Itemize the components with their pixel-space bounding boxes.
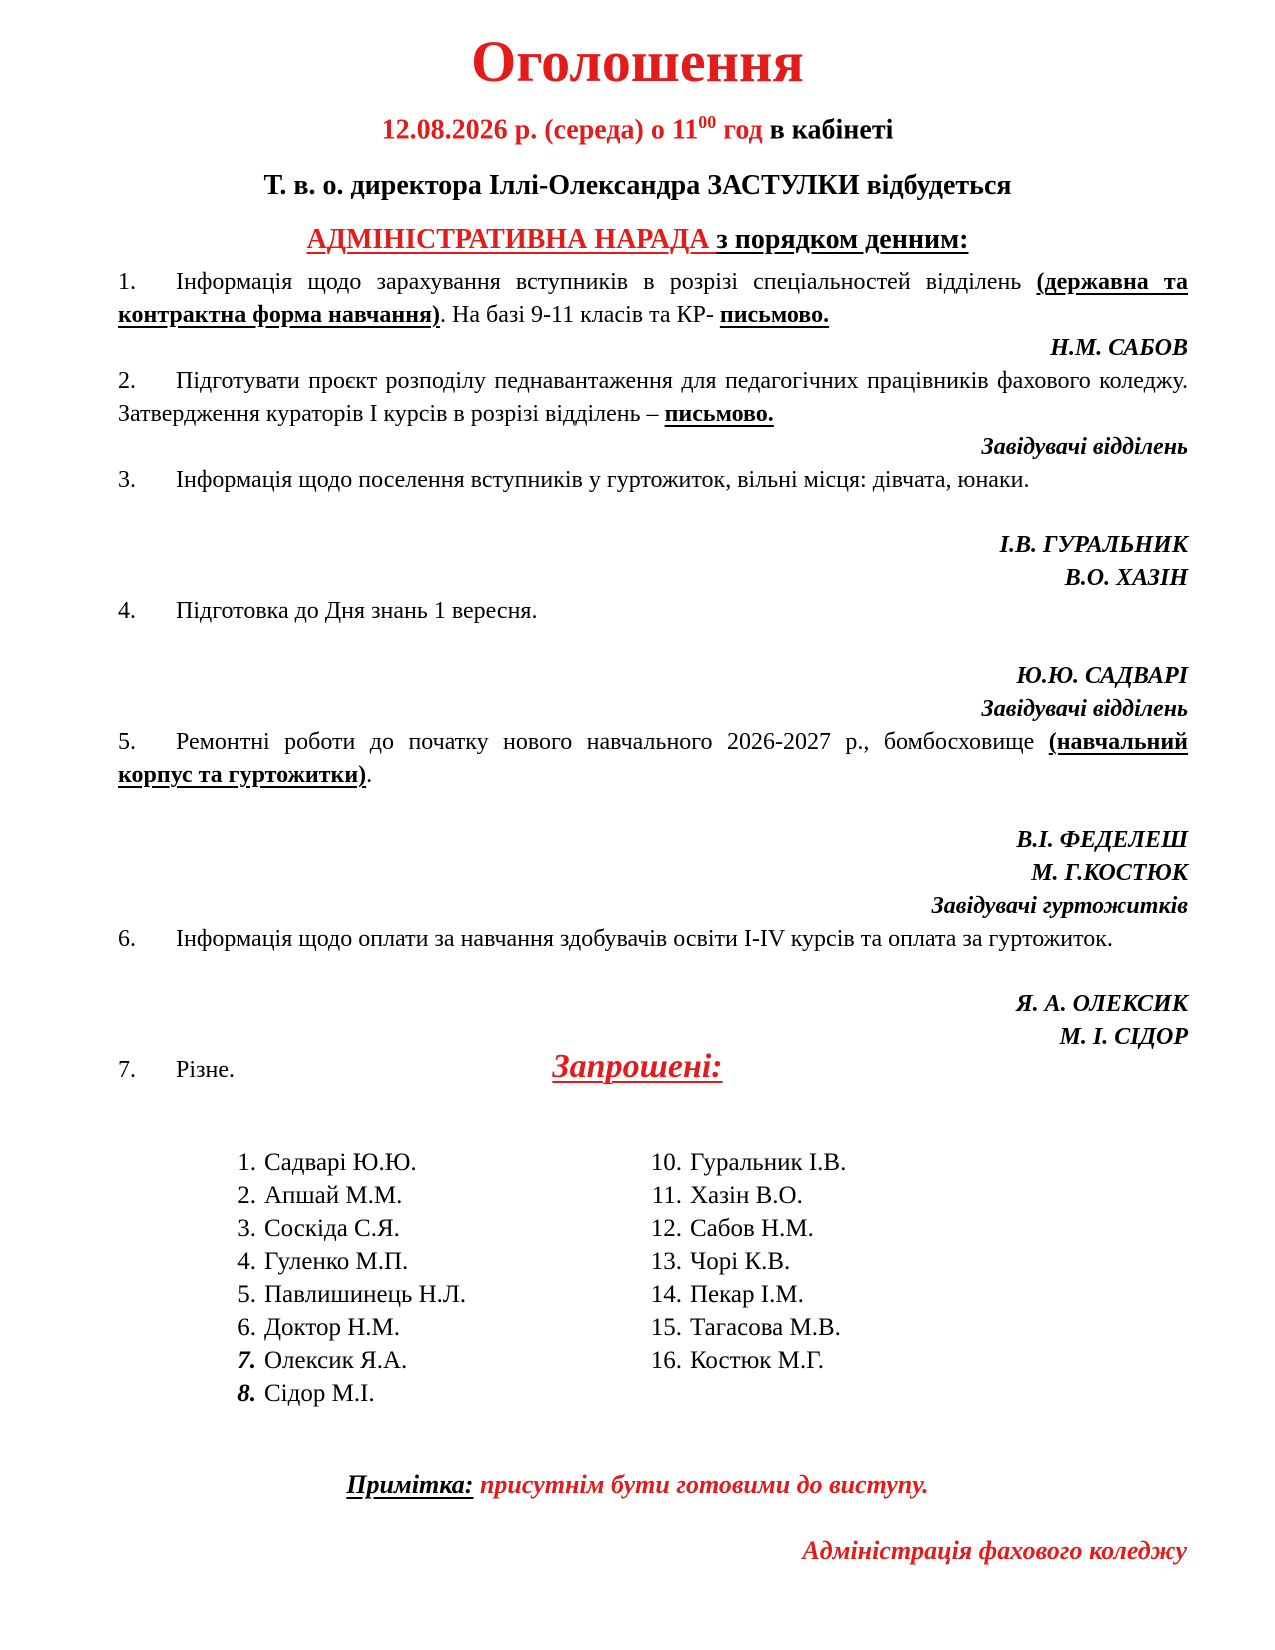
meeting-place: в кабінеті <box>762 114 894 146</box>
note-text: присутнім бути готовими до виступу. <box>473 1470 929 1499</box>
agenda-item-responsible: В.І. ФЕДЕЛЕШ <box>1016 827 1188 853</box>
agenda-item <box>118 266 1188 332</box>
agenda-item-text: Підготовка до Дня знань 1 вересня. <box>176 598 538 624</box>
note <box>0 1470 1275 1500</box>
agenda-item-number: 2. <box>118 368 136 394</box>
list-item: 11. Хазін В.О. <box>651 1182 803 1209</box>
page-title: Оголошення <box>471 29 804 94</box>
agenda-item-text: Інформація щодо поселення вступників у гуртожиток, вільні місця: дівчата, юнаки. <box>176 467 1030 493</box>
list-item: 7. Олексик Я.А. <box>237 1347 408 1374</box>
agenda-item-number: 4. <box>118 598 136 624</box>
agenda-item-number: 6. <box>118 926 136 952</box>
agenda-item-responsible: Завідувачі відділень <box>981 696 1188 722</box>
agenda-item-responsible: Я. А. ОЛЕКСИК <box>1016 991 1188 1017</box>
list-item: 16. Костюк М.Г. <box>650 1347 825 1374</box>
list-item: 4. Гуленко М.П. <box>237 1248 409 1275</box>
meeting-date-time: 12.08.2026 р. (середа) о 11 <box>381 114 699 146</box>
note-label: Примітка: <box>346 1470 474 1499</box>
list-item: 14. Пекар І.М. <box>650 1281 804 1308</box>
agenda-item <box>118 464 1188 497</box>
agenda-item-responsible: М. Г.КОСТЮК <box>1031 860 1188 886</box>
agenda-item <box>118 923 1188 956</box>
agenda-item-text-cont: . <box>366 762 373 788</box>
list-item: 12. Сабов Н.М. <box>650 1215 814 1242</box>
agenda-item-format: письмово. <box>664 401 774 427</box>
list-item: 5. Павлишинець Н.Л. <box>237 1281 467 1308</box>
agenda-item-responsible: М. І. СІДОР <box>1059 1024 1188 1050</box>
list-item: 2. Апшай М.М. <box>237 1182 403 1209</box>
agenda-item-format: письмово. <box>719 302 830 328</box>
meeting-type: АДМІНІСТРАТИВНА НАРАДА <box>306 224 717 255</box>
header-director-line: Т. в. о. директора Іллі-Олександра ЗАСТУЛКИ відбудеться <box>263 170 1012 201</box>
agenda-item-text: Ремонтні роботи до початку нового навчального 2026-2027 р., бомбосховище <box>176 729 1049 755</box>
agenda-list <box>118 266 1188 1087</box>
agenda-item-text: Інформація щодо зарахування вступників в розрізі спеціальностей відділень <box>176 269 1037 295</box>
agenda-item <box>118 595 1188 628</box>
agenda-item <box>118 365 1188 431</box>
agenda-item-responsible: І.В. ГУРАЛЬНИК <box>999 532 1188 558</box>
list-item: 13. Чорі К.В. <box>650 1248 791 1275</box>
list-item: 10. Гуральник І.В. <box>650 1149 847 1176</box>
list-item: 1. Садварі Ю.Ю. <box>237 1149 417 1176</box>
list-item: 3. Соскіда С.Я. <box>237 1215 400 1242</box>
agenda-item <box>118 726 1188 792</box>
list-item: 8. Сідор М.І. <box>237 1380 375 1407</box>
list-item: 15. Тагасова М.В. <box>650 1314 841 1341</box>
header-meeting-line <box>0 224 1275 256</box>
signature: Адміністрація фахового коледжу <box>802 1536 1187 1565</box>
agenda-item-text: Підготувати проєкт розподілу педнавантаження для педагогічних працівників фахового коледжу. Затвердження кураторів І курсів в розрізі відділень – <box>118 368 1188 427</box>
header-date-line <box>0 112 1275 146</box>
agenda-item-responsible: Ю.Ю. САДВАРІ <box>1016 663 1188 689</box>
agenda-item-text: Інформація щодо оплати за навчання здобувачів освіти I-IV курсів та оплата за гуртожиток. <box>176 926 1113 952</box>
agenda-label: з порядком денним: <box>716 224 969 255</box>
agenda-item-emphasis: (державна та контрактна форма навчання) <box>118 269 1188 328</box>
agenda-item-text-cont: . На базі 9-11 класів та КР- <box>440 302 720 328</box>
agenda-item-responsible: Завідувачі відділень <box>981 434 1188 460</box>
invited-list-col1 <box>220 1146 466 1410</box>
agenda-item-text: Різне. <box>176 1057 235 1083</box>
invited-title: Запрошені: <box>552 1048 723 1085</box>
invited-list-col2 <box>646 1146 846 1377</box>
agenda-item-responsible: В.О. ХАЗІН <box>1064 565 1188 591</box>
agenda-item-responsible: Н.М. САБОВ <box>1050 335 1188 361</box>
agenda-item-emphasis: (навчальний корпус та гуртожитки) <box>118 729 1188 788</box>
agenda-item-responsible: Завідувачі гуртожитків <box>931 893 1188 919</box>
meeting-hour-word: год <box>716 114 763 146</box>
meeting-time-minutes: 00 <box>698 112 717 132</box>
agenda-item-number: 7. <box>118 1057 136 1083</box>
agenda-item-number: 5. <box>118 729 136 755</box>
list-item: 6. Доктор Н.М. <box>237 1314 400 1341</box>
agenda-item-number: 1. <box>118 269 136 295</box>
agenda-item-number: 3. <box>118 467 136 493</box>
